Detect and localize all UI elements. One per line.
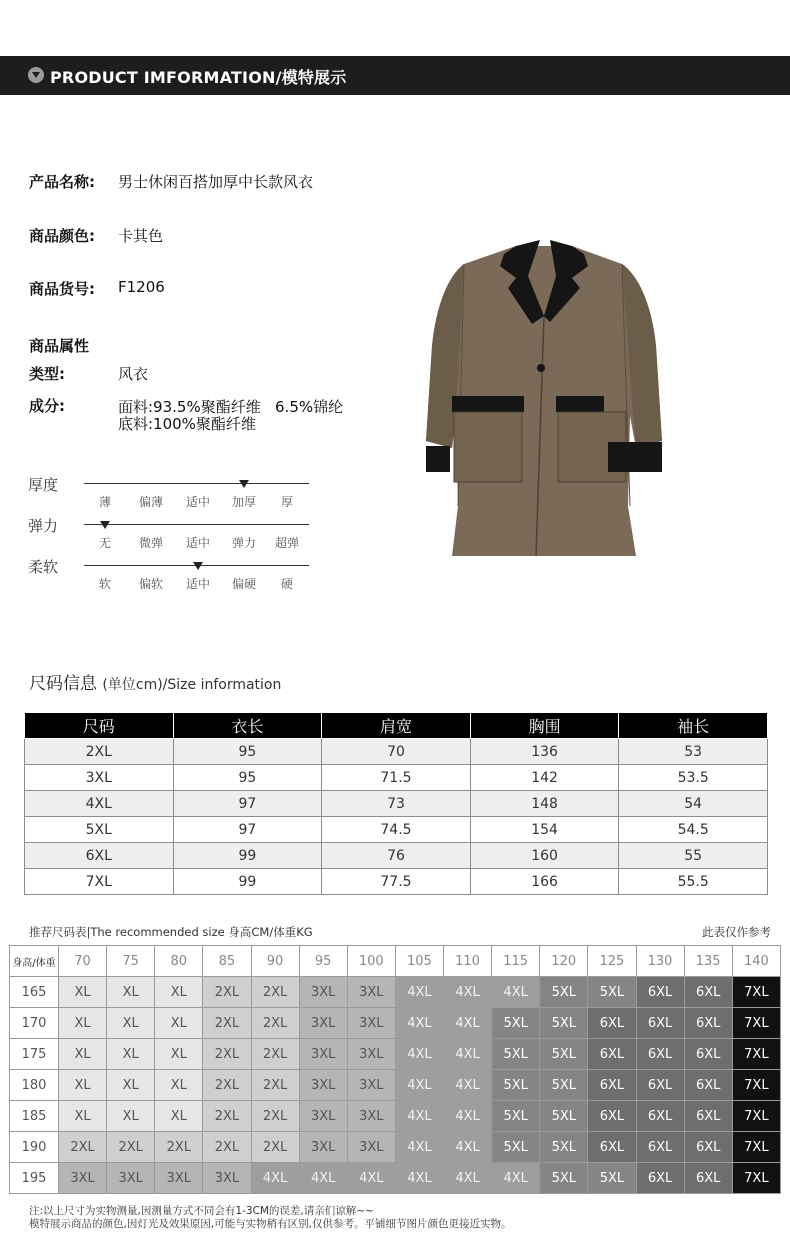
weight-header-cell: 110: [444, 946, 492, 977]
material-label: 成分:: [29, 397, 65, 415]
recommend-size-cell: 3XL: [203, 1163, 251, 1194]
size-table-cell: 4XL: [25, 791, 174, 817]
chevron-down-circle-icon: [28, 67, 44, 83]
meter-option: 超弹: [274, 536, 299, 550]
recommend-size-cell: XL: [155, 1101, 203, 1132]
recommend-size-cell: 4XL: [444, 1070, 492, 1101]
recommend-size-cell: 3XL: [299, 1132, 347, 1163]
meter-marker-icon: [100, 521, 110, 529]
recommend-row: [10, 1132, 781, 1163]
meter-line: [84, 483, 309, 484]
size-table-cell: 148: [470, 791, 619, 817]
size-table-row: [25, 817, 768, 843]
size-info-title-main: 尺码信息: [29, 674, 97, 694]
recommend-size-cell: 4XL: [444, 1163, 492, 1194]
size-info-title: [29, 669, 281, 694]
recommend-size-cell: 3XL: [299, 1070, 347, 1101]
meter-label: 弹力: [28, 517, 59, 535]
recommend-size-cell: 6XL: [588, 1132, 636, 1163]
size-table-cell: 55: [619, 843, 768, 869]
meter-line: [84, 524, 309, 525]
height-header-cell: 195: [10, 1163, 59, 1194]
type-value: 风衣: [118, 365, 149, 383]
product-name-label: 产品名称:: [29, 173, 95, 191]
meter-option: 硬: [280, 577, 293, 591]
recommend-size-cell: 3XL: [299, 1101, 347, 1132]
recommend-size-cell: 6XL: [684, 1132, 732, 1163]
size-table-header-cell: 胸围: [470, 713, 619, 739]
recommend-size-cell: 6XL: [684, 977, 732, 1008]
footer-line-1: 注:以上尺寸为实物测量,因测量方式不同会有1-3CM的误差,请亲们谅解~~: [29, 1205, 374, 1217]
recommend-size-cell: 5XL: [540, 977, 588, 1008]
size-table-row: [25, 765, 768, 791]
recommend-size-cell: 2XL: [251, 1132, 299, 1163]
recommend-size-cell: 2XL: [107, 1132, 155, 1163]
recommend-row: [10, 1070, 781, 1101]
size-table-cell: 5XL: [25, 817, 174, 843]
banner-title: PRODUCT IMFORMATION/模特展示: [50, 68, 347, 87]
recommend-size-cell: 4XL: [444, 977, 492, 1008]
product-sku-value: F1206: [118, 278, 165, 296]
size-table-cell: 6XL: [25, 843, 174, 869]
meter-option: 微弹: [138, 536, 163, 550]
meter-option: 偏硬: [231, 577, 256, 591]
weight-header-cell: 95: [299, 946, 347, 977]
recommend-size-cell: XL: [107, 977, 155, 1008]
recommend-size-cell: 6XL: [636, 977, 684, 1008]
recommend-size-cell: 5XL: [492, 1101, 540, 1132]
recommend-size-cell: XL: [107, 1039, 155, 1070]
recommend-size-cell: 3XL: [59, 1163, 107, 1194]
meter-label: 厚度: [28, 476, 59, 494]
coat-image: [424, 226, 664, 556]
size-table-cell: 3XL: [25, 765, 174, 791]
size-table-header-cell: 尺码: [25, 713, 174, 739]
recommend-size-cell: 6XL: [684, 1163, 732, 1194]
weight-header-cell: 115: [492, 946, 540, 977]
recommend-size-cell: 7XL: [732, 1101, 780, 1132]
recommend-size-cell: 2XL: [203, 977, 251, 1008]
recommend-size-cell: 6XL: [636, 1070, 684, 1101]
recommend-row: [10, 1039, 781, 1070]
recommend-size-cell: 6XL: [588, 1070, 636, 1101]
recommend-header-row: [10, 946, 781, 977]
recommend-size-cell: 6XL: [684, 1008, 732, 1039]
recommend-size-cell: 4XL: [395, 1132, 443, 1163]
recommend-size-cell: 5XL: [540, 1070, 588, 1101]
meter-option: 厚: [280, 495, 293, 509]
recommend-size-cell: 3XL: [347, 1008, 395, 1039]
product-name-value: 男士休闲百搭加厚中长款风衣: [118, 173, 314, 191]
size-table-cell: 142: [470, 765, 619, 791]
size-info-subtitle: (单位cm)/Size information: [102, 677, 282, 693]
recommend-size-cell: 6XL: [684, 1101, 732, 1132]
weight-header-cell: 125: [588, 946, 636, 977]
size-table-cell: 74.5: [322, 817, 471, 843]
recommend-size-cell: 5XL: [540, 1163, 588, 1194]
recommend-size-cell: XL: [155, 977, 203, 1008]
recommend-size-cell: 2XL: [203, 1039, 251, 1070]
recommend-size-cell: 3XL: [347, 977, 395, 1008]
size-table-header-cell: 袖长: [619, 713, 768, 739]
meter-option: 偏薄: [138, 495, 163, 509]
size-table-cell: 7XL: [25, 869, 174, 895]
recommend-size-cell: 5XL: [588, 977, 636, 1008]
meter-option: 薄: [98, 495, 111, 509]
meter-option: 弹力: [231, 536, 256, 550]
recommend-size-cell: 2XL: [203, 1008, 251, 1039]
height-header-cell: 170: [10, 1008, 59, 1039]
size-table-cell: 73: [322, 791, 471, 817]
recommend-size-cell: 3XL: [347, 1039, 395, 1070]
recommend-size-cell: 6XL: [588, 1008, 636, 1039]
recommend-title: 推荐尺码表|The recommended size 身高CM/体重KG: [29, 925, 313, 939]
recommend-size-cell: XL: [155, 1008, 203, 1039]
recommend-size-cell: 2XL: [203, 1132, 251, 1163]
size-table-cell: 54: [619, 791, 768, 817]
recommend-size-cell: 7XL: [732, 1008, 780, 1039]
recommend-size-cell: 6XL: [684, 1070, 732, 1101]
recommend-size-cell: 4XL: [395, 1070, 443, 1101]
weight-header-cell: 75: [107, 946, 155, 977]
recommend-size-cell: 5XL: [588, 1163, 636, 1194]
recommend-row: [10, 1101, 781, 1132]
weight-header-cell: 100: [347, 946, 395, 977]
meter-marker-icon: [239, 480, 249, 488]
height-header-cell: 165: [10, 977, 59, 1008]
footer-notes: [29, 1205, 512, 1231]
recommend-corner-cell: 身高/体重: [10, 946, 59, 977]
recommend-size-cell: 4XL: [251, 1163, 299, 1194]
recommend-size-cell: XL: [59, 977, 107, 1008]
attributes-heading: 商品属性: [29, 337, 90, 355]
recommend-size-cell: 4XL: [492, 1163, 540, 1194]
size-table-cell: 2XL: [25, 739, 174, 765]
weight-header-cell: 85: [203, 946, 251, 977]
size-table-cell: 97: [173, 817, 322, 843]
recommend-size-cell: XL: [107, 1070, 155, 1101]
recommend-size-cell: XL: [59, 1008, 107, 1039]
coat-button: [537, 364, 545, 372]
recommend-size-cell: 6XL: [636, 1132, 684, 1163]
recommend-table: [9, 945, 781, 1194]
recommend-size-cell: 2XL: [251, 1101, 299, 1132]
recommend-size-cell: 4XL: [492, 977, 540, 1008]
recommend-size-cell: 3XL: [347, 1132, 395, 1163]
size-table-cell: 76: [322, 843, 471, 869]
meter-option: 偏软: [138, 577, 163, 591]
recommend-size-cell: 6XL: [636, 1163, 684, 1194]
size-table-header: [25, 713, 768, 739]
recommend-size-cell: 5XL: [492, 1070, 540, 1101]
meter-option: 适中: [185, 495, 210, 509]
meter-option: 软: [98, 577, 111, 591]
weight-header-cell: 80: [155, 946, 203, 977]
weight-header-cell: 140: [732, 946, 780, 977]
recommend-row: [10, 1163, 781, 1194]
weight-header-cell: 70: [59, 946, 107, 977]
meter-marker-icon: [193, 562, 203, 570]
recommend-size-cell: 3XL: [347, 1101, 395, 1132]
recommend-size-cell: 6XL: [588, 1101, 636, 1132]
material-line-1: 面料:93.5%聚酯纤维 6.5%锦纶: [118, 398, 344, 416]
meter-option: 适中: [185, 536, 210, 550]
recommend-size-cell: 5XL: [492, 1039, 540, 1070]
recommend-size-cell: 5XL: [540, 1101, 588, 1132]
recommend-size-cell: XL: [107, 1008, 155, 1039]
size-table-cell: 160: [470, 843, 619, 869]
recommend-size-cell: 4XL: [347, 1163, 395, 1194]
recommend-size-cell: 5XL: [492, 1132, 540, 1163]
size-table-cell: 154: [470, 817, 619, 843]
size-table: [24, 712, 768, 895]
recommend-size-cell: 2XL: [155, 1132, 203, 1163]
height-header-cell: 185: [10, 1101, 59, 1132]
recommend-size-cell: 3XL: [299, 1039, 347, 1070]
size-table-cell: 95: [173, 739, 322, 765]
recommend-size-cell: 2XL: [251, 977, 299, 1008]
recommend-row: [10, 977, 781, 1008]
height-header-cell: 175: [10, 1039, 59, 1070]
meter-option: 适中: [185, 577, 210, 591]
recommend-size-cell: 3XL: [347, 1070, 395, 1101]
recommend-size-cell: 7XL: [732, 1163, 780, 1194]
recommend-note: 此表仅作参考: [702, 925, 771, 939]
weight-header-cell: 135: [684, 946, 732, 977]
recommend-size-cell: 4XL: [444, 1101, 492, 1132]
recommend-size-cell: 2XL: [251, 1008, 299, 1039]
recommend-size-cell: 7XL: [732, 977, 780, 1008]
meter-label: 柔软: [28, 558, 59, 576]
recommend-size-cell: 4XL: [444, 1132, 492, 1163]
recommend-size-cell: 3XL: [299, 977, 347, 1008]
recommend-size-cell: XL: [107, 1101, 155, 1132]
recommend-size-cell: 4XL: [395, 1039, 443, 1070]
size-table-header-cell: 衣长: [173, 713, 322, 739]
recommend-size-cell: 4XL: [395, 1101, 443, 1132]
recommend-size-cell: 4XL: [395, 977, 443, 1008]
size-table-cell: 71.5: [322, 765, 471, 791]
recommend-size-cell: 4XL: [395, 1163, 443, 1194]
recommend-size-cell: XL: [59, 1070, 107, 1101]
recommend-size-cell: 2XL: [251, 1070, 299, 1101]
recommend-size-cell: XL: [59, 1101, 107, 1132]
size-table-cell: 77.5: [322, 869, 471, 895]
size-table-cell: 99: [173, 869, 322, 895]
size-table-row: [25, 843, 768, 869]
recommend-size-cell: 6XL: [636, 1039, 684, 1070]
recommend-size-cell: 2XL: [203, 1070, 251, 1101]
recommend-size-cell: 4XL: [444, 1008, 492, 1039]
recommend-size-cell: 2XL: [203, 1101, 251, 1132]
recommend-size-cell: 4XL: [444, 1039, 492, 1070]
recommend-size-cell: 2XL: [251, 1039, 299, 1070]
recommend-size-cell: 4XL: [299, 1163, 347, 1194]
recommend-size-cell: 6XL: [684, 1039, 732, 1070]
recommend-size-cell: 4XL: [395, 1008, 443, 1039]
size-table-cell: 136: [470, 739, 619, 765]
height-header-cell: 190: [10, 1132, 59, 1163]
recommend-size-cell: 5XL: [492, 1008, 540, 1039]
size-table-row: [25, 739, 768, 765]
size-table-row: [25, 869, 768, 895]
product-sku-label: 商品货号:: [29, 280, 95, 298]
recommend-size-cell: XL: [59, 1039, 107, 1070]
recommend-size-cell: 3XL: [107, 1163, 155, 1194]
type-label: 类型:: [29, 365, 65, 383]
recommend-size-cell: 6XL: [588, 1039, 636, 1070]
weight-header-cell: 120: [540, 946, 588, 977]
recommend-size-cell: 7XL: [732, 1039, 780, 1070]
recommend-size-cell: XL: [155, 1039, 203, 1070]
product-color-value: 卡其色: [118, 227, 164, 245]
height-header-cell: 180: [10, 1070, 59, 1101]
weight-header-cell: 90: [251, 946, 299, 977]
recommend-size-cell: 5XL: [540, 1132, 588, 1163]
size-table-cell: 70: [322, 739, 471, 765]
size-table-cell: 53: [619, 739, 768, 765]
recommend-size-cell: XL: [155, 1070, 203, 1101]
recommend-row: [10, 1008, 781, 1039]
recommend-size-cell: 6XL: [636, 1008, 684, 1039]
size-table-cell: 99: [173, 843, 322, 869]
recommend-size-cell: 3XL: [155, 1163, 203, 1194]
weight-header-cell: 105: [395, 946, 443, 977]
material-line-2: 底料:100%聚酯纤维: [118, 415, 256, 433]
size-table-cell: 97: [173, 791, 322, 817]
size-table-row: [25, 791, 768, 817]
weight-header-cell: 130: [636, 946, 684, 977]
size-table-cell: 53.5: [619, 765, 768, 791]
recommend-size-cell: 3XL: [299, 1008, 347, 1039]
recommend-size-cell: 5XL: [540, 1008, 588, 1039]
size-table-header-cell: 肩宽: [322, 713, 471, 739]
section-banner: [0, 56, 790, 95]
size-table-cell: 95: [173, 765, 322, 791]
recommend-size-cell: 7XL: [732, 1070, 780, 1101]
footer-line-2: 模特展示商品的颜色,因灯光及效果原因,可能与实物稍有区别,仅供参考。平铺细节图片颜色更接近实物。: [29, 1218, 512, 1230]
size-table-cell: 54.5: [619, 817, 768, 843]
product-color-label: 商品颜色:: [29, 227, 95, 245]
recommend-size-cell: 7XL: [732, 1132, 780, 1163]
meter-option: 无: [98, 536, 111, 550]
meter-option: 加厚: [231, 495, 256, 509]
recommend-size-cell: 2XL: [59, 1132, 107, 1163]
size-table-cell: 166: [470, 869, 619, 895]
recommend-size-cell: 6XL: [636, 1101, 684, 1132]
recommend-size-cell: 5XL: [540, 1039, 588, 1070]
size-table-cell: 55.5: [619, 869, 768, 895]
